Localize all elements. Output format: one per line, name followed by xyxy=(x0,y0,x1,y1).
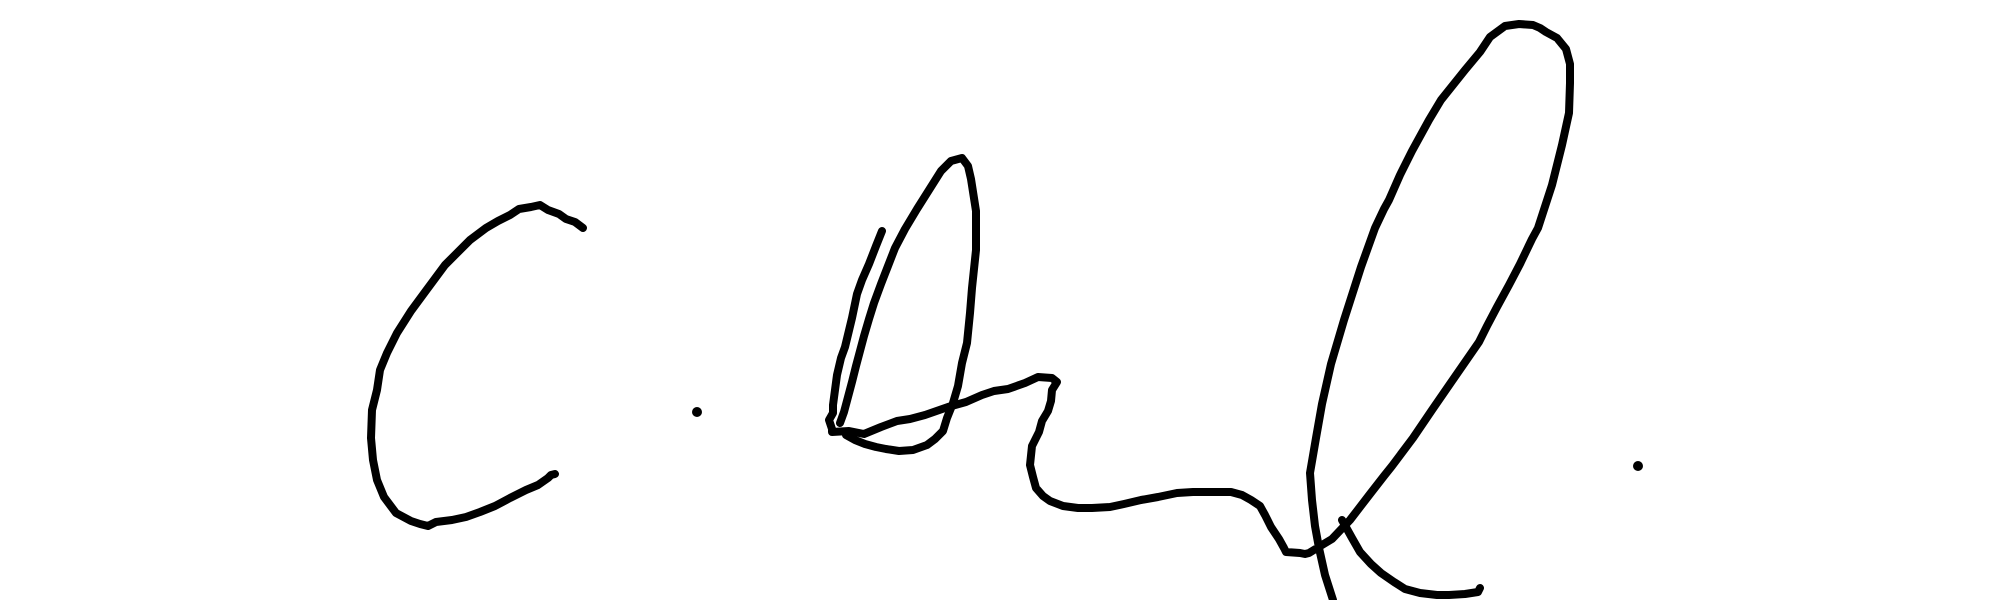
signature-stroke-d-loop xyxy=(840,158,976,451)
signature-stroke-c xyxy=(371,205,583,526)
signature-dot-1 xyxy=(692,407,702,417)
signature-stroke-d xyxy=(829,24,1570,600)
signature-stroke-l-tail xyxy=(1342,520,1480,595)
signature-dot-2 xyxy=(1633,461,1643,471)
